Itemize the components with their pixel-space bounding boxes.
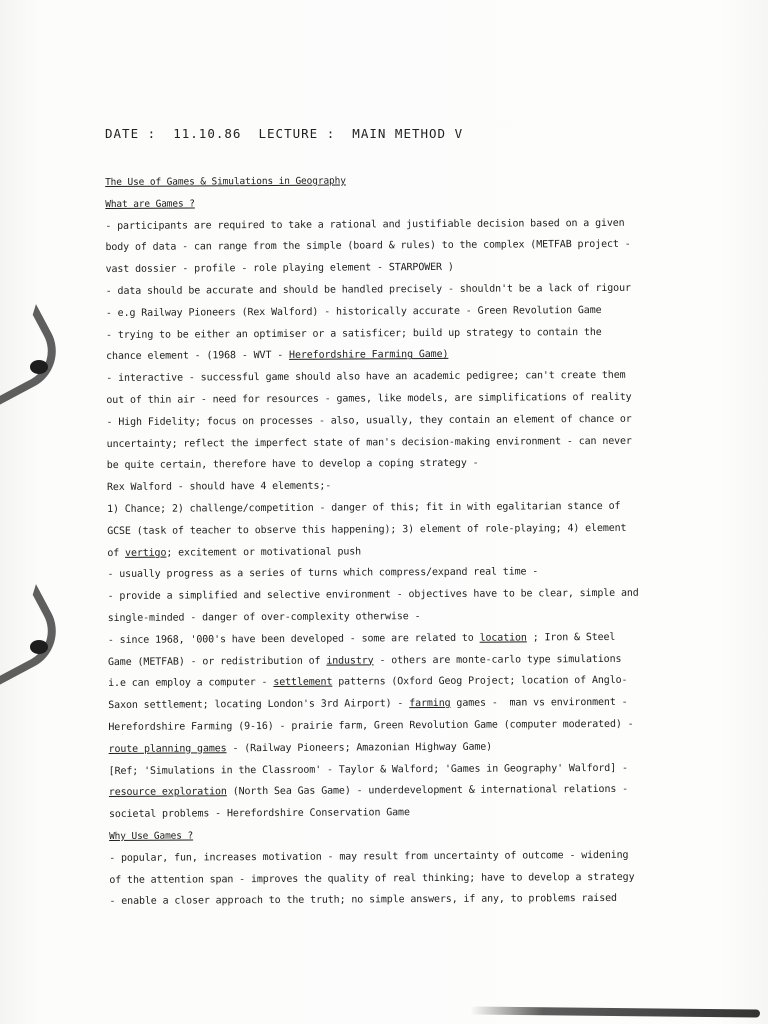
text-line: of vertigo; excitement or motivational push [107,545,362,559]
text-line: chance element - (1968 - WVT - Herefordshire Farming Game) [106,349,449,363]
text-line: of the attention span - improves the quality of real thinking; have to develop a strategy [109,871,635,886]
text-line: uncertainty; reflect the imperfect state of man's decision-making environment - can never [106,435,632,450]
text-line: be quite certain, therefore have to develop a coping strategy - [106,458,479,472]
text-line: single-minded - danger of over-complexity otherwise - [107,611,421,624]
underlined-term: vertigo [124,547,167,559]
binder-ring-top [0,320,56,384]
text-line: GCSE (task of teacher to observe this happening); 3) element of role-playing; 4) element [107,522,627,537]
text-line: societal problems - Herefordshire Conservation Game [108,807,410,821]
text-line: - interactive - successful game should also have an academic pedigree; can't create them [106,369,626,385]
underlined-term: location [479,632,527,644]
underlined-term: resource exploration [108,786,227,799]
date-label: DATE [105,126,140,141]
lecture-notes [105,169,665,913]
binder-ring-bottom [0,600,56,664]
underlined-term: settlement [273,676,333,689]
text-line: Saxon settlement; locating London's 3rd Airport) - farming games - man vs environment - [108,696,628,712]
underlined-term: industry [326,654,374,667]
page-edge-shadow [470,1006,760,1017]
text-line: - e.g Railway Pioneers (Rex Walford) - historically accurate - Green Revolution Game [105,304,602,319]
section-heading-why-use-games: Why Use Games ? [109,830,194,842]
text-line: - High Fidelity; focus on processes - also, usually, they contain an element of chance or [106,413,632,428]
text-line: - provide a simplified and selective environment - objectives have to be clear, simple and [107,587,639,603]
text-line: vast dossier - profile - role playing element - STARPOWER ) [105,262,454,276]
text-line: - usually progress as a series of turns which compress/expand real time - [107,566,539,581]
text-line: - data should be accurate and should be handled precisely - shouldn't be a lack of rigour [105,282,631,297]
text-line: Herefordshire Farming (9-16) - prairie farm, Green Revolution Game (computer moderated) - [108,718,634,733]
notes-title: The Use of Games & Simulations in Geography [105,175,346,188]
document-header: DATE : 11.10.86 LECTURE : MAIN METHOD V [105,126,464,141]
underlined-term: farming [409,698,451,710]
text-line: [Ref; 'Simulations in the Classroom' - Taylor & Walford; 'Games in Geography' Walford] - [108,762,628,777]
text-line: - trying to be either an optimiser or a satisficer; build up strategy to contain the [105,326,602,341]
lecture-label: LECTURE [258,126,319,141]
text-line: Game (METFAB) - or redistribution of industry - others are monte-carlo type simulations [107,653,622,668]
text-line: route planning games - (Railway Pioneers; Amazonian Highway Game) [108,741,493,755]
text-line: out of thin air - need for resources - games, like models, are simplifications of reality [106,391,632,406]
text-line: i.e can employ a computer - settlement patterns (Oxford Geog Project; location of Anglo- [108,675,628,690]
underlined-term: route planning games [108,742,227,755]
date-value: 11.10.86 [173,126,242,141]
text-line: Rex Walford - should have 4 elements;- [106,480,332,494]
text-line: - enable a closer approach to the truth; no simple answers, if any, to problems raised [109,893,617,908]
text-line: - since 1968, '000's have been developed - some are related to location ; Iron & Steel [107,631,616,646]
text-line: body of data - can range from the simple (board & rules) to the complex (METFAB project - [105,239,631,254]
text-line: - popular, fun, increases motivation - may result from uncertainty of outcome - widening [109,849,629,864]
underlined-term: Herefordshire Farming Game) [289,349,449,362]
text-line: resource exploration (North Sea Gas Game) - underdevelopment & international relations - [108,784,629,799]
lecture-value: MAIN METHOD V [352,126,464,141]
text-line: - participants are required to take a rational and justifiable decision based on a given [105,217,625,232]
section-heading-what-are-games: What are Games ? [105,198,195,210]
text-line: 1) Chance; 2) challenge/competition - danger of this; fit in with egalitarian stance of [107,500,621,515]
